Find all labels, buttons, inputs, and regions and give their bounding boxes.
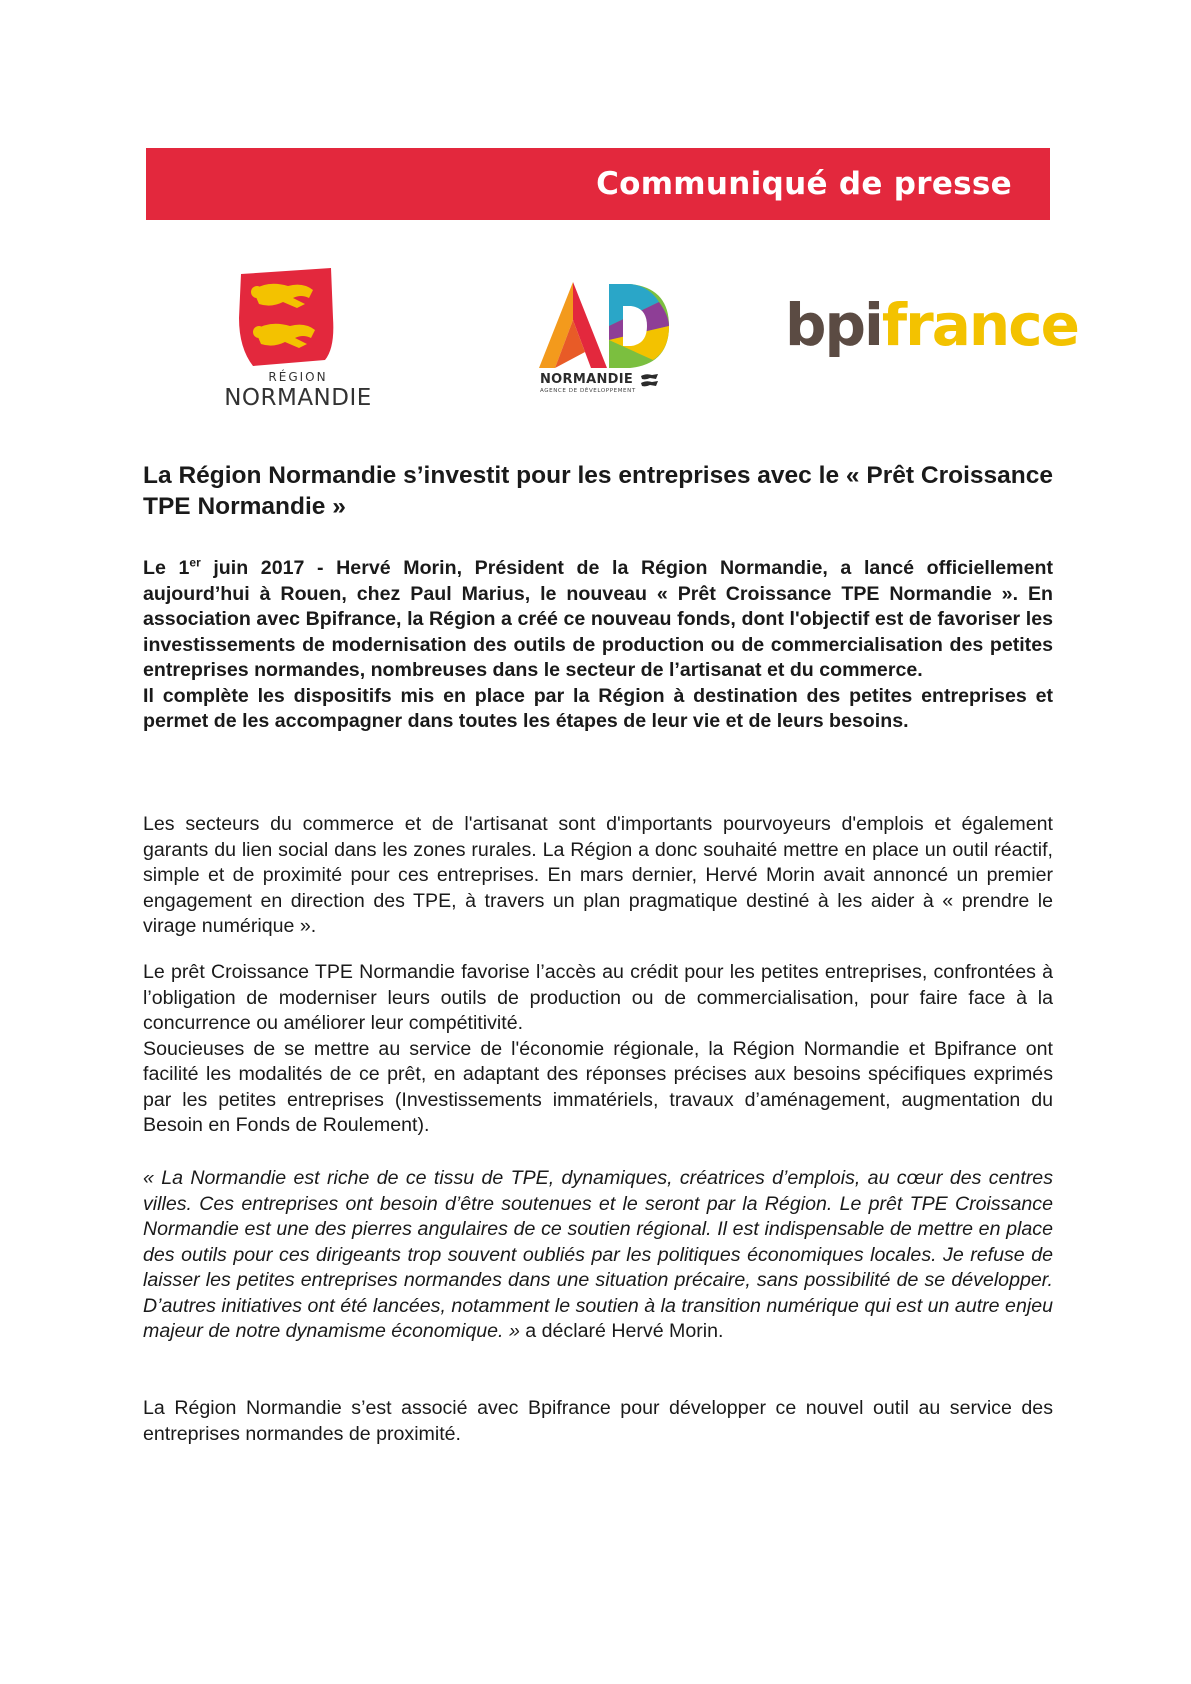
- paragraph-loan-access: Le prêt Croissance TPE Normandie favorise l’accès au crédit pour les petites entreprises, confrontées à l’obligation de moderniser leurs outils de production ou de commercialisation, pour faire face à la concurrence ou améliorer leur compétitivité.: [143, 961, 1053, 1034]
- ad-mark-icon: [535, 280, 675, 370]
- region-logo-line2: NORMANDIE: [224, 385, 372, 411]
- ad-logo-subtitle: AGENCE DE DÉVELOPPEMENT: [540, 388, 636, 394]
- paragraph-partnership: La Région Normandie s’est associé avec Bpifrance pour développer ce nouvel outil au service des entreprises normandes de proximité.: [143, 1397, 1053, 1445]
- lead-paragraph-2: Il complète les dispositifs mis en place par la Région à destination des petites entreprises et permet de les accompagner dans toutes les étapes de leur vie et de leurs besoins.: [143, 684, 1053, 732]
- paragraph-loan-terms: Soucieuses de se mettre au service de l'économie régionale, la Région Normandie et Bpifrance ont facilité les modalités de ce prêt, en adaptant des réponses précises aux besoins spécifiques exprimés par les petites entreprises (Investissements immatériels, travaux d’aménagement, augmentation du Besoin en Fonds de Roulement).: [143, 1037, 1053, 1136]
- paragraph-sectors: Les secteurs du commerce et de l'artisanat sont d'importants pourvoyeurs d'emplois et également garants du lien social dans les zones rurales. La Région a donc souhaité mettre en place un outil réactif, simple et de proximité pour ces entreprises. En mars dernier, Hervé Morin avait annoncé un premier engagement en direction des TPE, à travers un plan pragmatique destiné à les aider à « prendre le virage numérique ».: [143, 813, 1053, 937]
- lead-text-1: juin 2017 - Hervé Morin, Président de la Région Normandie, a lancé officiellement aujourd’hui à Rouen, chez Paul Marius, le nouveau « Prêt Croissance TPE Normandie ». En association avec Bpifrance, la Région a créé ce nouveau fonds, dont l'objectif est de favoriser les investissements de modernisation des outils de production ou de commercialisation des petites entreprises normandes, nombreuses dans le secteur de l’artisanat et du commerce.: [143, 557, 1053, 681]
- press-release-banner: [146, 148, 1050, 220]
- lead-date-prefix: Le 1: [143, 557, 190, 579]
- france-part: france: [881, 291, 1078, 359]
- ad-logo-name: NORMANDIE: [540, 372, 634, 387]
- lions-emblem-icon: [640, 373, 660, 389]
- quote-attribution: a déclaré Hervé Morin.: [519, 1320, 724, 1342]
- paragraph-group-loan: [143, 960, 1053, 1139]
- bpi-part: bpi: [785, 291, 882, 359]
- banner-title: Communiqué de presse: [596, 166, 1012, 202]
- bpifrance-wordmark: [785, 290, 1078, 360]
- paragraph-quote: [143, 1166, 1053, 1345]
- ad-normandie-logo: [535, 280, 675, 402]
- region-normandie-logo: [213, 268, 383, 414]
- article-title: La Région Normandie s’investit pour les entreprises avec le « Prêt Croissance TPE Normandie »: [143, 462, 1053, 520]
- bpifrance-logo: [785, 290, 1078, 370]
- lead-date-superscript: er: [189, 555, 201, 570]
- lead-paragraph-1: [143, 556, 1053, 684]
- article-lead: [143, 556, 1053, 735]
- region-logo-line1: RÉGION: [268, 370, 328, 384]
- region-shield-icon: [213, 268, 383, 368]
- quote-text: « La Normandie est riche de ce tissu de TPE, dynamiques, créatrices d’emplois, au cœur des centres villes. Ces entreprises ont besoin d’être soutenues et le seront par la Région. Le prêt TPE Croissance Normandie est une des pierres angulaires de ce soutien régional. Il est indispensable de mettre en place des outils pour ces dirigeants trop souvent oubliés par les politiques économiques locales. Je refuse de laisser les petites entreprises normandes dans une situation précaire, sans possibilité de se développer. D’autres initiatives ont été lancées, notamment le soutien à la transition numérique qui est un autre enjeu majeur de notre dynamisme économique. »: [143, 1167, 1053, 1342]
